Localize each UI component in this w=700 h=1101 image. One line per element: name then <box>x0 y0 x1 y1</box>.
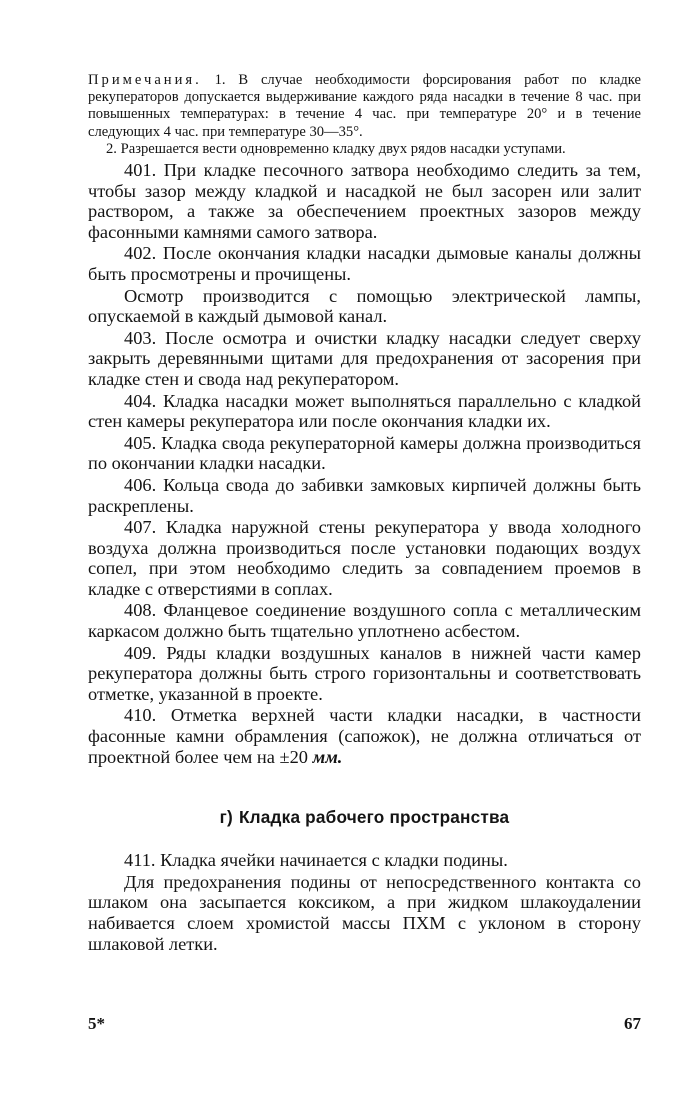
note-2: 2. Разрешается вести одновременно кладку двух рядов насадки уступами. <box>106 140 566 157</box>
paragraph-402: 402. После окончания кладки насадки дымовые каналы должны быть просмотрены и прочищены. <box>88 243 641 284</box>
paragraph-410 <box>88 705 641 767</box>
section-letter: г) <box>219 807 233 828</box>
section-heading <box>88 807 641 828</box>
paragraph-410-text: 410. Отметка верхней части кладки насадки, в частности фасонные камни обрамления (сапожок), не должна отличаться от проектной более чем на ±20 <box>88 705 641 767</box>
page-content <box>88 72 641 955</box>
paragraph-405: 405. Кладка свода рекуператорной камеры должна производиться по окончании кладки насадки. <box>88 432 641 474</box>
paragraph-404: 404. Кладка насадки может выполняться параллельно с кладкой стен камеры рекуператора или после окончания кладки их. <box>88 390 641 432</box>
body-text <box>88 160 641 767</box>
unit-mm: мм. <box>312 746 343 767</box>
page-number: 67 <box>624 1014 641 1033</box>
notes-label: Примечания. <box>88 72 202 88</box>
paragraph-403: 403. После осмотра и очистки кладку насадки следует сверху закрыть деревянными щитами для предохранения от засорения при кладке стен и свода над рекуператором. <box>88 327 641 389</box>
note-1 <box>88 72 641 141</box>
paragraph-408: 408. Фланцевое соединение воздушного сопла с металлическим каркасом должно быть тщательно уплотнено асбестом. <box>88 600 641 642</box>
section-body <box>88 850 641 954</box>
paragraph-407: 407. Кладка наружной стены рекуператора у ввода холодного воздуха должна производиться после установки подающих воздух сопел, при этом необходимо следить за совпадением проемов в кладке с отверстиями в соплах. <box>88 517 641 599</box>
paragraph-401: 401. При кладке песочного затвора необходимо следить за тем, чтобы зазор между кладкой и насадкой не был засорен или залит раствором, а также за обеспечением проектных зазоров между фасонными камнями самого затвора. <box>88 160 641 242</box>
paragraph-inspection: Осмотр производится с помощью электрической лампы, опускаемой в каждый дымовой канал. <box>88 285 641 327</box>
section-title: Кладка рабочего пространства <box>238 807 510 828</box>
paragraph-409: 409. Ряды кладки воздушных каналов в нижней части камер рекуператора должны быть строго горизонтальны и соответствовать отметке, указанной в проекте. <box>88 642 641 704</box>
paragraph-hearth-protection: Для предохранения подины от непосредственного контакта со шлаком она засыпается коксиком, а при жидком шлакоудалении набивается слоем хромистой массы ПХМ с уклоном в сторону шлаковой летки. <box>88 871 641 954</box>
signature-mark: 5* <box>88 1014 105 1033</box>
paragraph-411: 411. Кладка ячейки начинается с кладки подины. <box>124 850 508 871</box>
paragraph-406: 406. Кольца свода до забивки замковых кирпичей должны быть раскреплены. <box>88 474 641 516</box>
note-1-text: 1. В случае необходимости форсирования работ по кладке рекуператоров допускается выдерживание каждого ряда насадки в течение 8 час. при повышенных температурах: в течение 4 час. при температуре 20° и в течение следующих 4 час. при температуре 30—35°. <box>88 72 641 140</box>
notes-block <box>88 72 641 158</box>
